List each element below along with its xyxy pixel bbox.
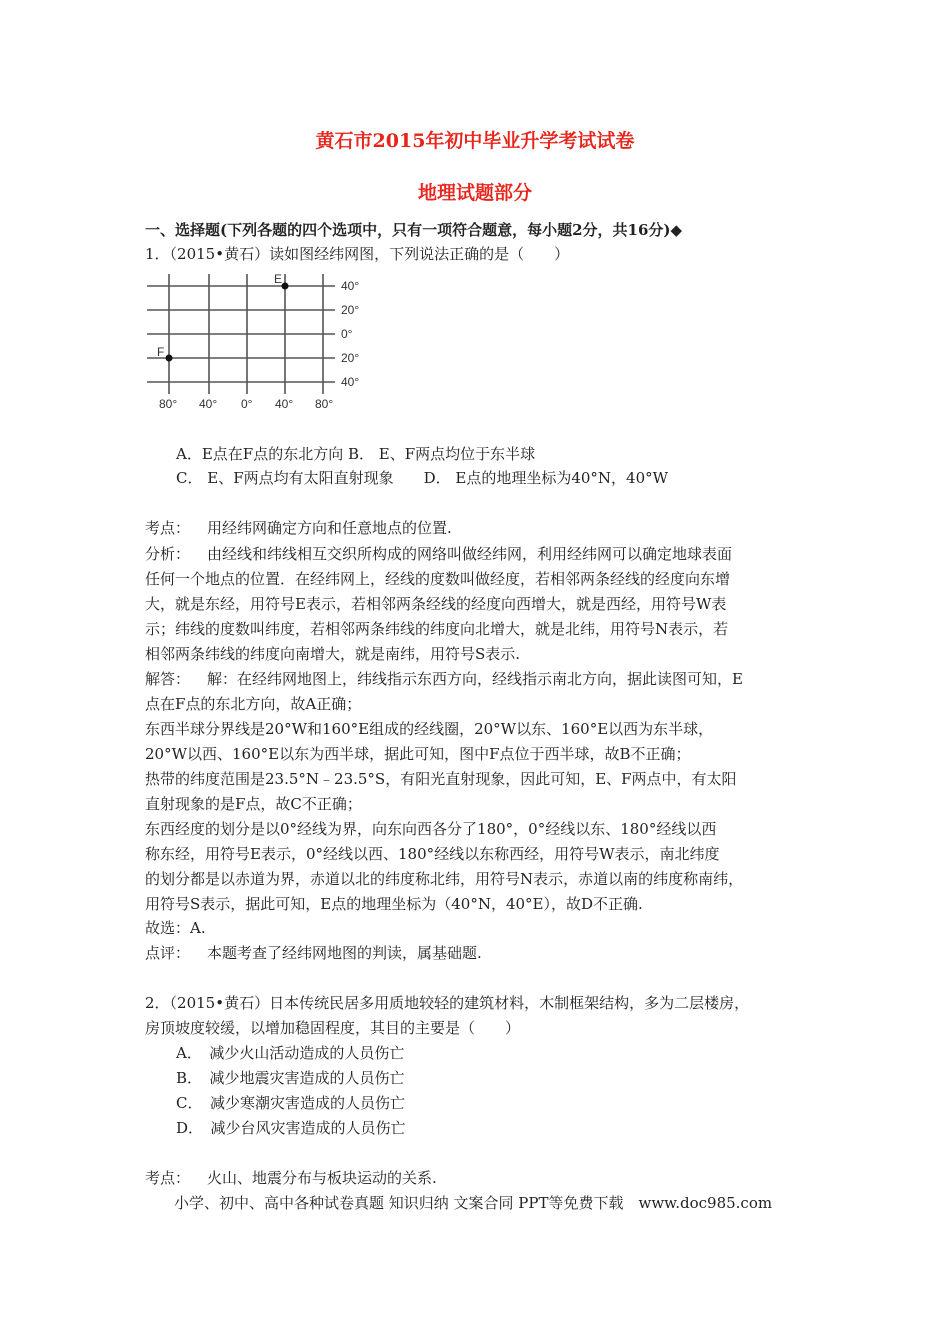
lon-label: 80° xyxy=(315,397,334,411)
lat-label: 20° xyxy=(341,351,360,365)
footer-text: 小学、初中、高中各种试卷真题 知识归纳 文案合同 PPT等免费下载 www.doc985.com xyxy=(174,1194,773,1212)
q1-fenxi xyxy=(145,544,732,564)
kaodian-text: 火山、地震分布与板块运动的关系. xyxy=(207,1169,437,1187)
jieda-line: 点在F点的东北方向，故A正确； xyxy=(145,695,362,713)
q2-option: A． 减少火山活动造成的人员伤亡 xyxy=(176,1044,405,1062)
q1-dianping xyxy=(145,943,482,963)
q1-options-cd: C． E、F两点均有太阳直射现象 D． E点的地理坐标为40°N，40°W xyxy=(176,469,669,487)
jieda-line: 称东经，用符号E表示，0°经线以西、180°经线以东称西经，用符号W表示，南北纬度 xyxy=(145,845,720,863)
fenxi-line: 任何一个地点的位置．在经纬网上，经线的度数叫做经度，若相邻两条经线的经度向东增 xyxy=(145,570,731,588)
kaodian-label: 考点： xyxy=(145,1169,191,1187)
jieda-label: 解答： xyxy=(145,670,191,688)
jieda-line: 东西经度的划分是以0°经线为界，向东向西各分了180°，0°经线以东、180°经线以西 xyxy=(145,820,717,838)
point-e-marker xyxy=(282,283,289,290)
answer-line: 故选：A. xyxy=(145,919,206,937)
jieda-line: 直射现象的是F点，故C不正确； xyxy=(145,795,362,813)
lat-label: 0° xyxy=(341,327,353,341)
question-2-stem-cont: 房顶坡度较缓，以增加稳固程度，其目的主要是（ ） xyxy=(145,1019,521,1037)
lon-label: 40° xyxy=(275,397,294,411)
fenxi-line: 示；纬线的度数叫纬度，若相邻两条纬线的纬度向北增大，就是北纬，用符号N表示，若 xyxy=(145,620,729,638)
q2-option: C． 减少寒潮灾害造成的人员伤亡 xyxy=(176,1094,405,1112)
lon-label: 40° xyxy=(199,397,218,411)
q2-kaodian xyxy=(145,1168,437,1188)
jieda-line: 东西半球分界线是20°W和160°E组成的经线圈，20°W以东、160°E以西为东半球， xyxy=(145,720,714,738)
dianping-text: 本题考查了经纬网地图的判读，属基础题. xyxy=(207,944,482,962)
point-e-label: E xyxy=(274,272,283,286)
page-subtitle: 地理试题部分 xyxy=(417,182,532,204)
q1-options-ab: A．E点在F点的东北方向 B． E、F两点均位于东半球 xyxy=(176,445,536,463)
fenxi-text: 由经线和纬线相互交织所构成的网络叫做经纬网，利用经纬网可以确定地球表面 xyxy=(207,545,733,563)
lat-lon-grid-figure xyxy=(145,272,375,414)
lon-label: 80° xyxy=(159,397,178,411)
dianping-label: 点评： xyxy=(145,944,191,962)
lat-label: 20° xyxy=(341,303,360,317)
kaodian-label: 考点： xyxy=(145,519,191,537)
fenxi-line: 大，就是东经，用符号E表示，若相邻两条经线的经度向西增大，就是西经，用符号W表 xyxy=(145,595,727,613)
fenxi-label: 分析： xyxy=(145,545,191,563)
question-1-stem: 1．（2015•黄石）读如图经纬网图，下列说法正确的是（ ） xyxy=(145,245,570,263)
q2-option: D． 减少台风灾害造成的人员伤亡 xyxy=(176,1119,406,1137)
point-f-marker xyxy=(166,355,173,362)
section-heading: 一、选择题(下列各题的四个选项中，只有一项符合题意，每小题2分，共16分)◆ xyxy=(145,221,683,239)
jieda-text: 解：在经纬网地图上，纬线指示东西方向，经线指示南北方向，据此读图可知，E xyxy=(207,670,743,688)
jieda-line: 用符号S表示，据此可知，E点的地理坐标为（40°N，40°E），故D不正确. xyxy=(145,895,643,913)
lat-label: 40° xyxy=(341,375,360,389)
jieda-line: 热带的纬度范围是23.5°N﹣23.5°S，有阳光直射现象，因此可知，E、F两点中，有太阳 xyxy=(145,770,737,788)
q1-jieda xyxy=(145,669,743,689)
page-title: 黄石市2015年初中毕业升学考试试卷 xyxy=(315,130,635,152)
fenxi-line: 相邻两条纬线的纬度向南增大，就是南纬，用符号S表示. xyxy=(145,645,521,663)
lat-label: 40° xyxy=(341,279,360,293)
lon-label: 0° xyxy=(241,397,253,411)
jieda-line: 的划分都是以赤道为界，赤道以北的纬度称北纬，用符号N表示，赤道以南的纬度称南纬， xyxy=(145,870,744,888)
q2-option: B． 减少地震灾害造成的人员伤亡 xyxy=(176,1069,405,1087)
q1-kaodian xyxy=(145,518,452,538)
jieda-line: 20°W以西、160°E以东为西半球，据此可知，图中F点位于西半球，故B不正确； xyxy=(145,745,691,763)
kaodian-text: 用经纬网确定方向和任意地点的位置. xyxy=(207,519,452,537)
question-2-stem: 2．（2015•黄石）日本传统民居多用质地较轻的建筑材料，木制框架结构，多为二层楼房， xyxy=(145,994,750,1012)
point-f-label: F xyxy=(157,345,165,359)
